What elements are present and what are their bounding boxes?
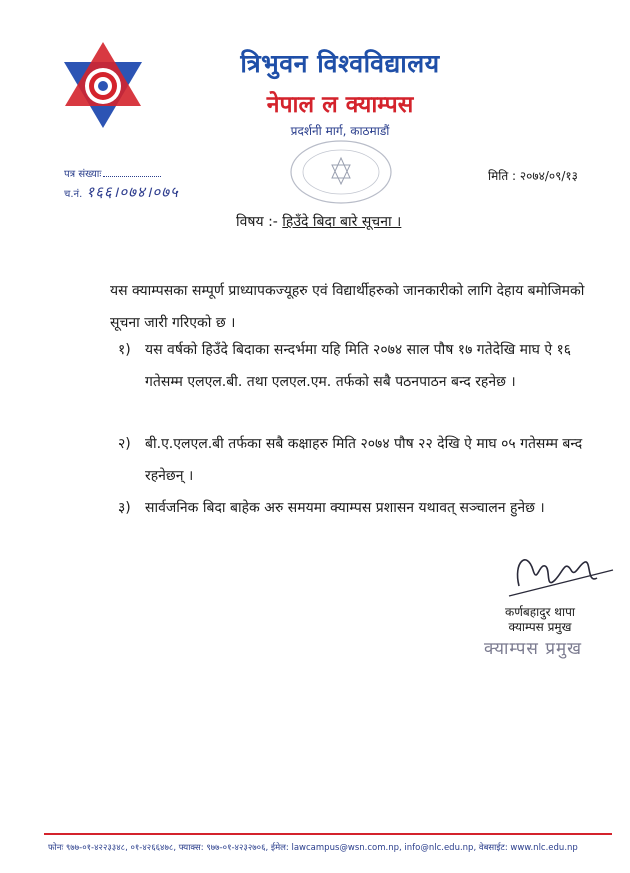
point-number: २) [118,436,131,452]
footer-divider [44,833,612,835]
letter-number-blank [103,176,161,177]
subject-text: हिउँदे बिदा बारे सूचना । [282,214,402,230]
campus-address: प्रदर्शनी मार्ग, काठमाडौं [290,124,390,138]
letter-number-label: पत्र संख्याः [64,169,102,180]
point-text: सार्वजनिक बिदा बाहेक अरु समयमा क्याम्पस प्रशासन यथावत् सञ्चालन हुनेछ । [145,500,545,516]
dispatch-number-label: च.नं. [64,189,83,200]
handwritten-signature [505,540,617,600]
signatory-stamp: क्याम्पस प्रमुख [484,639,583,659]
letter-number-row [64,166,161,180]
footer-contact: फोनः ९७७-०१-४२२३३४८, ०१-४२६६४७८, फ्याक्स: ९७७-०१-४२३२७०६, ईमेल: lawcampus@wsn.com.np, info@nlc.edu.np, वेबसाईट: www.nlc.edu.np [48,843,578,853]
point-text: यस वर्षको हिउँदे बिदाका सन्दर्भमा यहि मिति २०७४ साल पौष १७ गतेदेखि माघ ऐ १६ गतेसम्म एलएल.बी. तथा एलएल.एम. तर्फको सबै पठनपाठन बन्द रहनेछ । [145,342,572,390]
subject-label: विषय :- [236,214,278,230]
signatory-title: क्याम्पस प्रमुख [508,620,572,634]
university-logo [60,40,146,132]
dispatch-number: १६६।०७४।०७५ [86,183,179,201]
point-number: १) [118,342,131,358]
dispatch-number-row [64,182,179,202]
campus-name: नेपाल ल क्याम्पस [266,92,414,118]
campus-seal [288,138,394,206]
point-text: बी.ए.एलएल.बी तर्फका सबै कक्षाहरु मिति २०७४ पौष २२ देखि ऐ माघ ०५ गतेसम्म बन्द रहनेछन् । [145,436,583,484]
intro-paragraph: यस क्याम्पसका सम्पूर्ण प्राध्यापकज्यूहरु एवं विद्यार्थीहरुको जानकारीको लागि देहाय बमोजिमको सूचना जारी गरिएको छ । [110,283,585,331]
point-number: ३) [118,500,131,516]
notice-date: मिति : २०७४/०९/१३ [488,169,578,183]
university-name: त्रिभुवन विश्वविद्यालय [240,49,440,78]
signatory-name: कर्णबहादुर थापा [504,605,576,619]
subject-line [236,212,401,231]
